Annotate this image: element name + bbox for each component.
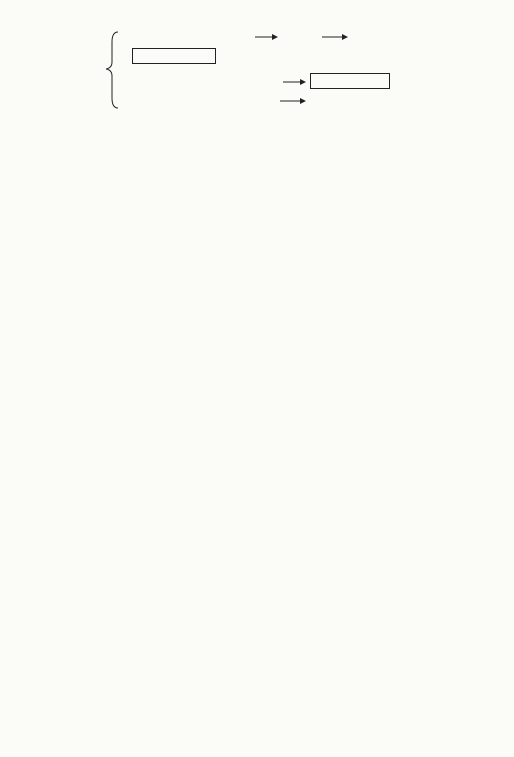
blank-2-box[interactable] bbox=[310, 73, 390, 89]
blank-1-box[interactable] bbox=[132, 48, 216, 64]
diagram-lines bbox=[100, 28, 460, 110]
q13-flow-diagram bbox=[100, 28, 460, 110]
